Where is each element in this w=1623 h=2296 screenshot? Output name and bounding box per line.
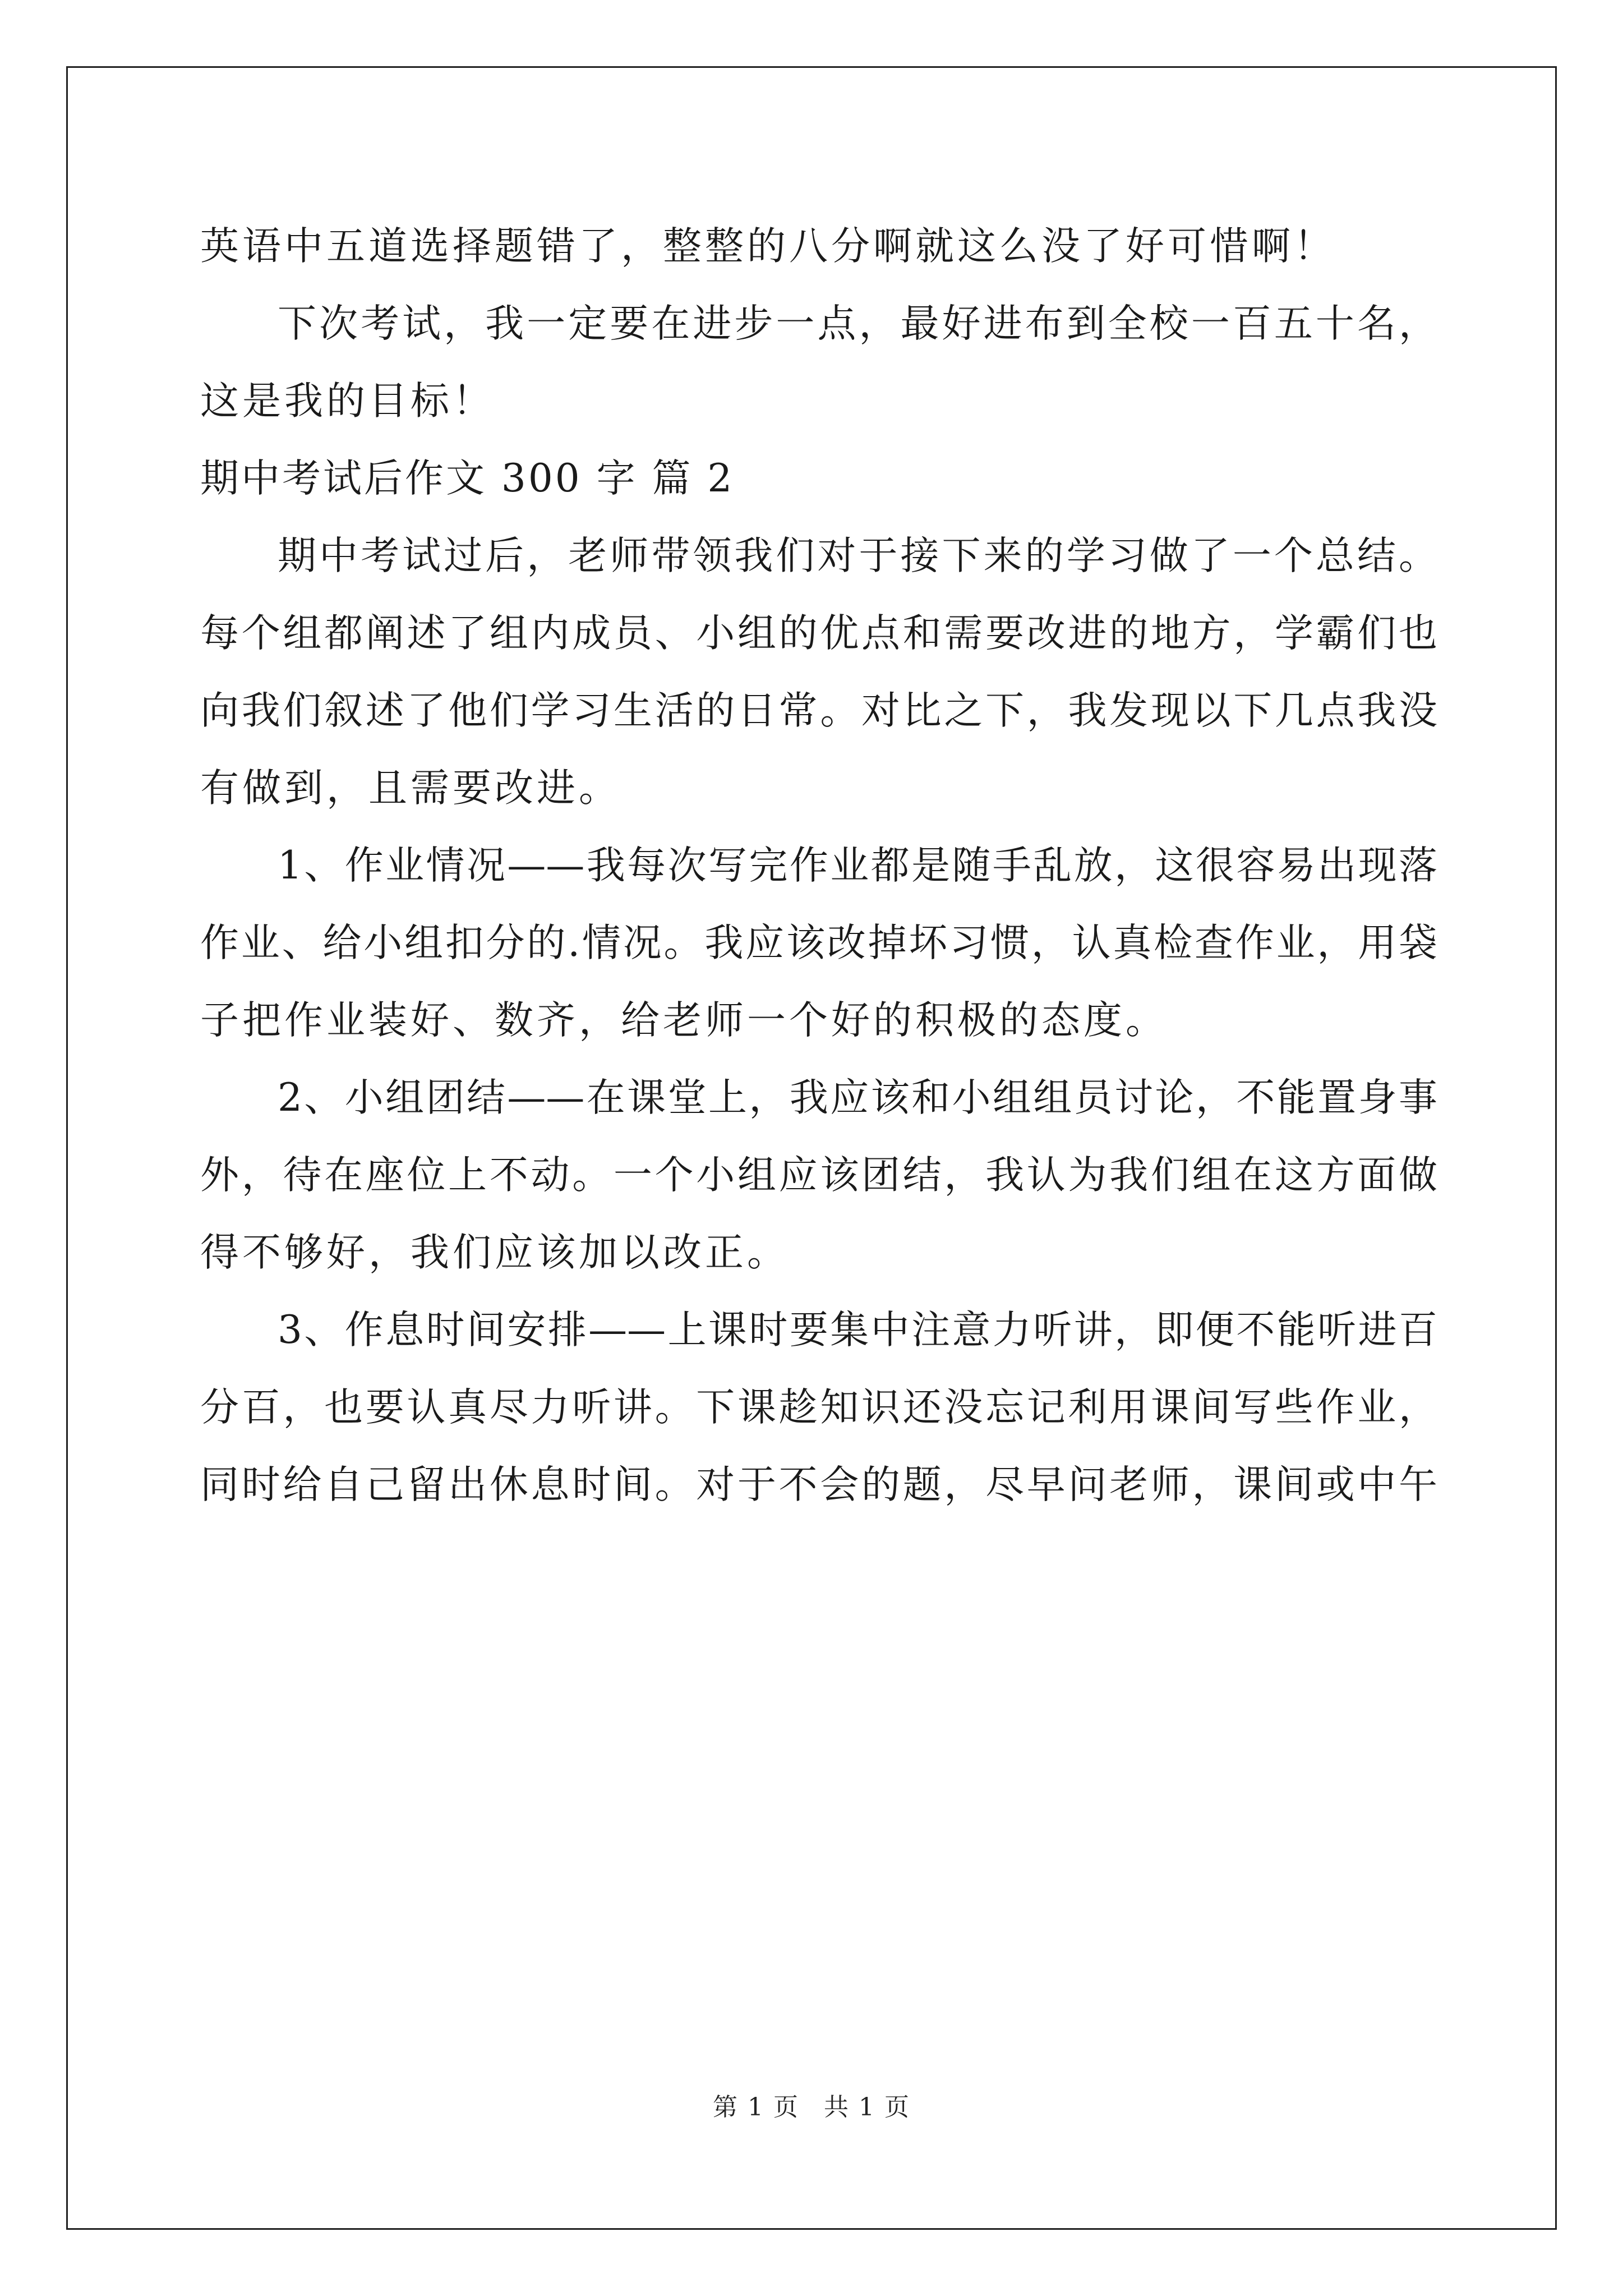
- paragraph-line: 有做到，且需要改进。: [200, 766, 621, 811]
- document-body: [200, 208, 1437, 1524]
- paragraph-line: 下次考试，我一定要在进步一点，最好进布到全校一百五十名，: [278, 301, 1437, 346]
- page-number: 第 1 页: [713, 2093, 799, 2122]
- paragraph-line: 这是我的目标！: [200, 379, 495, 424]
- paragraph-line: 分百，也要认真尽力听讲。下课趁知识还没忘记利用课间写些作业，: [200, 1385, 1437, 1430]
- paragraph-line: 作业、给小组扣分的.情况。我应该改掉坏习惯，认真检查作业，用袋: [200, 921, 1437, 965]
- paragraph-line: 每个组都阐述了组内成员、小组的优点和需要改进的地方，学霸们也: [200, 611, 1437, 656]
- paragraph-line: 向我们叙述了他们学习生活的日常。对比之下，我发现以下几点我没: [200, 688, 1437, 733]
- paragraph-line: 英语中五道选择题错了，整整的八分啊就这么没了好可惜啊！: [200, 224, 1336, 269]
- paragraph-line: 1、作业情况——我每次写完作业都是随手乱放，这很容易出现落: [278, 843, 1437, 888]
- paragraph-line: 得不够好，我们应该加以改正。: [200, 1230, 789, 1275]
- section-heading: 期中考试后作文 300 字 篇 2: [200, 456, 735, 501]
- paragraph-line: 2、小组团结——在课堂上，我应该和小组组员讨论，不能置身事: [278, 1075, 1437, 1120]
- paragraph-line: 3、作息时间安排——上课时要集中注意力听讲，即便不能听进百: [278, 1308, 1437, 1352]
- paragraph-line: 外，待在座位上不动。一个小组应该团结，我认为我们组在这方面做: [200, 1153, 1437, 1198]
- paragraph-line: 子把作业装好、数齐，给老师一个好的积极的态度。: [200, 998, 1168, 1043]
- page-total: 共 1 页: [824, 2093, 910, 2122]
- paragraph-line: 同时给自己留出休息时间。对于不会的题，尽早问老师，课间或中午: [200, 1462, 1437, 1507]
- paragraph-line: 期中考试过后，老师带领我们对于接下来的学习做了一个总结。: [278, 533, 1437, 578]
- page-footer: [0, 2087, 1623, 2123]
